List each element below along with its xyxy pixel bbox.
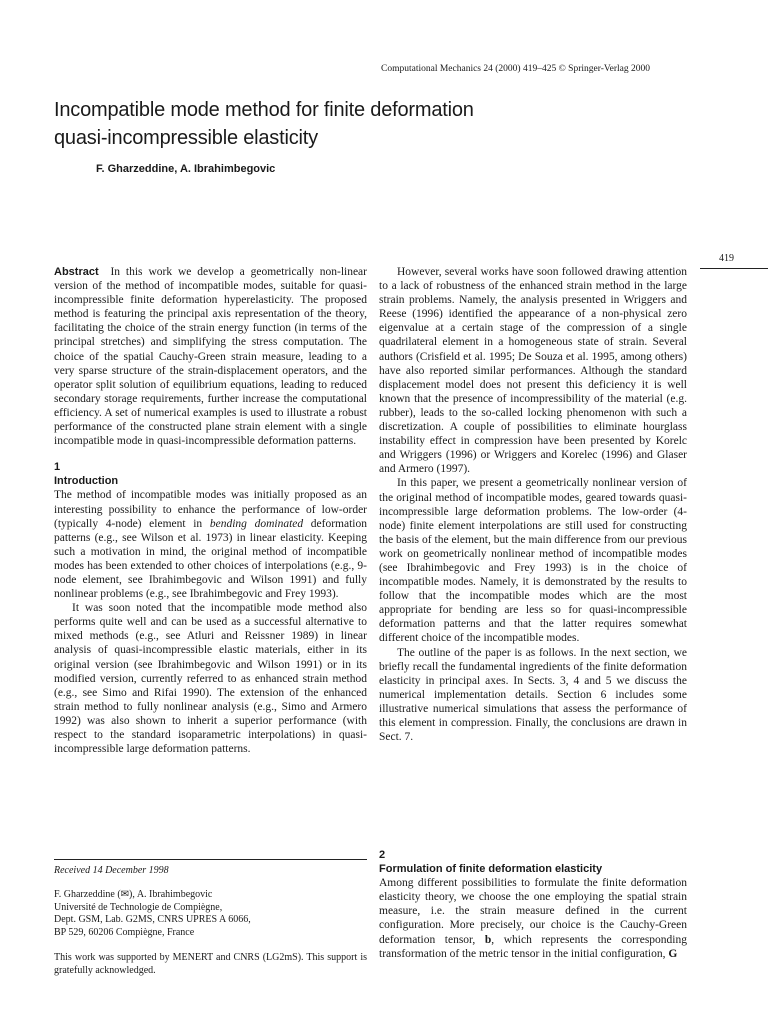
symbol-b: b <box>484 933 492 946</box>
section-2 <box>379 848 687 961</box>
emphasis: bending dominated <box>209 517 304 530</box>
abstract-text: In this work we develop a geometrically non-linear version of the method of incompatible modes, suitable for quasi-incompressible finite deformation hyperelasticity. The proposed method is featuring the principal axis representation of the theory, facilitating the choice of the strain energy function (in terms of the principal stretches) and simplifying the stress computation. The choice of the spatial Cauchy-Green strain measure, leading to a very sparse structure of the strain-displacement operators, and the operator split solution of equilibrium equations, leading to reduced secondary storage requirements, further increase the computational efficiency. A set of numerical examples is used to illustrate a robust performance of the constructed plane strain element with a single incompatible mode in quasi-incompressible deformation patterns. <box>54 266 367 448</box>
footnote-rule <box>54 859 367 860</box>
authors: F. Gharzeddine, A. Ibrahimbegovic <box>96 163 276 175</box>
left-column <box>54 265 367 756</box>
address-line: Dept. GSM, Lab. G2MS, CNRS UPRES A 6066, <box>54 914 251 926</box>
symbol-G: G <box>668 947 678 960</box>
page-number: 419 <box>719 253 734 264</box>
page-number-rule <box>700 268 768 269</box>
paragraph: It was soon noted that the incompatible mode method also performs quite well and can be used as a successful alternative to mixed methods (e.g., see Atluri and Reissner 1989) in linear analysis of quasi-incompressible elastic materials, either in its original version (see Ibrahimbegovic and Wilson 1991) or in its modified version, currently referred to as enhanced strain method (e.g., see Simo and Rifai 1990). The extension of the enhanced strain method to fully nonlinear analysis (e.g., Simo and Armero 1992) was also shown to inherit a superior performance (with respect to the standard isoparametric interpolations) in quasi-incompressible large deformation patterns. <box>54 602 367 756</box>
address-line: F. Gharzeddine (✉), A. Ibrahimbegovic <box>54 889 213 900</box>
received-date: Received 14 December 1998 <box>54 865 169 876</box>
abstract-label: Abstract <box>54 266 99 278</box>
address-line: Université de Technologie de Compiègne, <box>54 901 223 913</box>
section-heading: Formulation of finite deformation elasticity <box>379 863 603 876</box>
title-line-2: quasi-incompressible elasticity <box>54 127 318 149</box>
funding-note: This work was supported by MENERT and CNRS (LG2mS). This support is gratefully acknowledged. <box>54 952 367 976</box>
author-address <box>54 889 367 939</box>
section-number: 1 <box>54 461 61 474</box>
abstract <box>54 265 367 448</box>
right-column <box>379 265 687 744</box>
paragraph: The outline of the paper is as follows. In the next section, we briefly recall the fundamental ingredients of the finite deformation elasticity in principal axes. In Sects. 3, 4 and 5 we discuss the numerical implementation details. Section 6 includes some illustrative numerical simulations that assess the performance of this element in compression. Finally, the conclusions are drawn in Sect. 7. <box>379 646 687 744</box>
section-heading: Introduction <box>54 475 119 488</box>
paper-title <box>54 96 574 152</box>
paragraph: Among different possibilities to formulate the finite deformation elasticity theory, we choose the one employing the spatial strain measure, i.e. the strain measure defined in the current configuration. More precisely, our choice is the Cauchy-Green deformation tensor, b, which represents the corresponding transformation of the metric tensor in the initial configuration, G <box>379 877 687 960</box>
paragraph: The method of incompatible modes was initially proposed as an interesting possibility to enhance the performance of low-order (typically 4-node) element in bending dominated deformation patterns (e.g., see Wilson et al. 1973) in linear elasticity. Keeping such a motivation in mind, the original method of incompatible modes has been extended to other choices of interpolations (e.g., 9-node element, see Ibrahimbegovic and Wilson 1991) and fully nonlinear problems (e.g., see Ibrahimbegovic and Frey 1993). <box>54 489 367 601</box>
section-number: 2 <box>379 849 386 861</box>
address-line: BP 529, 60206 Compiègne, France <box>54 926 195 938</box>
paragraph: However, several works have soon followed drawing attention to a lack of robustness of the enhanced strain method in the large strain problems. Namely, the analysis presented in Wriggers and Reese (1996) identified the appearance of a non-physical zero eigenvalue at a certain stage of the compression of a single quadrilateral element in a homogeneous state of strain. Several authors (Crisfield et al. 1995; De Souza et al. 1995, among others) have also reported similar performances. Although the standard displacement model does not present this deficiency it is well known that the presence of incompressibility of the material (e.g. rubber), leads to the so-called locking phenomenon with such a discretization. A couple of possibilities to eliminate hourglass instability effect in compression have been presented by Korelc and Wriggers (1996) or Wriggers and Korelec (1996) and Glaser and Armero (1997). <box>379 266 687 476</box>
paragraph: In this paper, we present a geometrically nonlinear version of the original method of incompatible modes, geared towards quasi-incompressible large deformation problems. The low-order (4-node) finite element interpolations are still used for constructing the basis of the element, but the main difference from our previous work on geometrically nonlinear method of incompatible modes (see Ibrahimbegovic and Frey 1993) is in the choice of incompatible modes. Namely, it is demonstrated by the results to follow that the incompatible modes which are the most appropriate for bending are less so for quasi-incompressible deformation patterns and that the latter requires somewhat different choice of the incompatible modes. <box>379 477 687 645</box>
journal-citation: Computational Mechanics 24 (2000) 419–425 © Springer-Verlag 2000 <box>381 64 651 74</box>
title-line-1: Incompatible mode method for finite deformation <box>54 99 474 121</box>
